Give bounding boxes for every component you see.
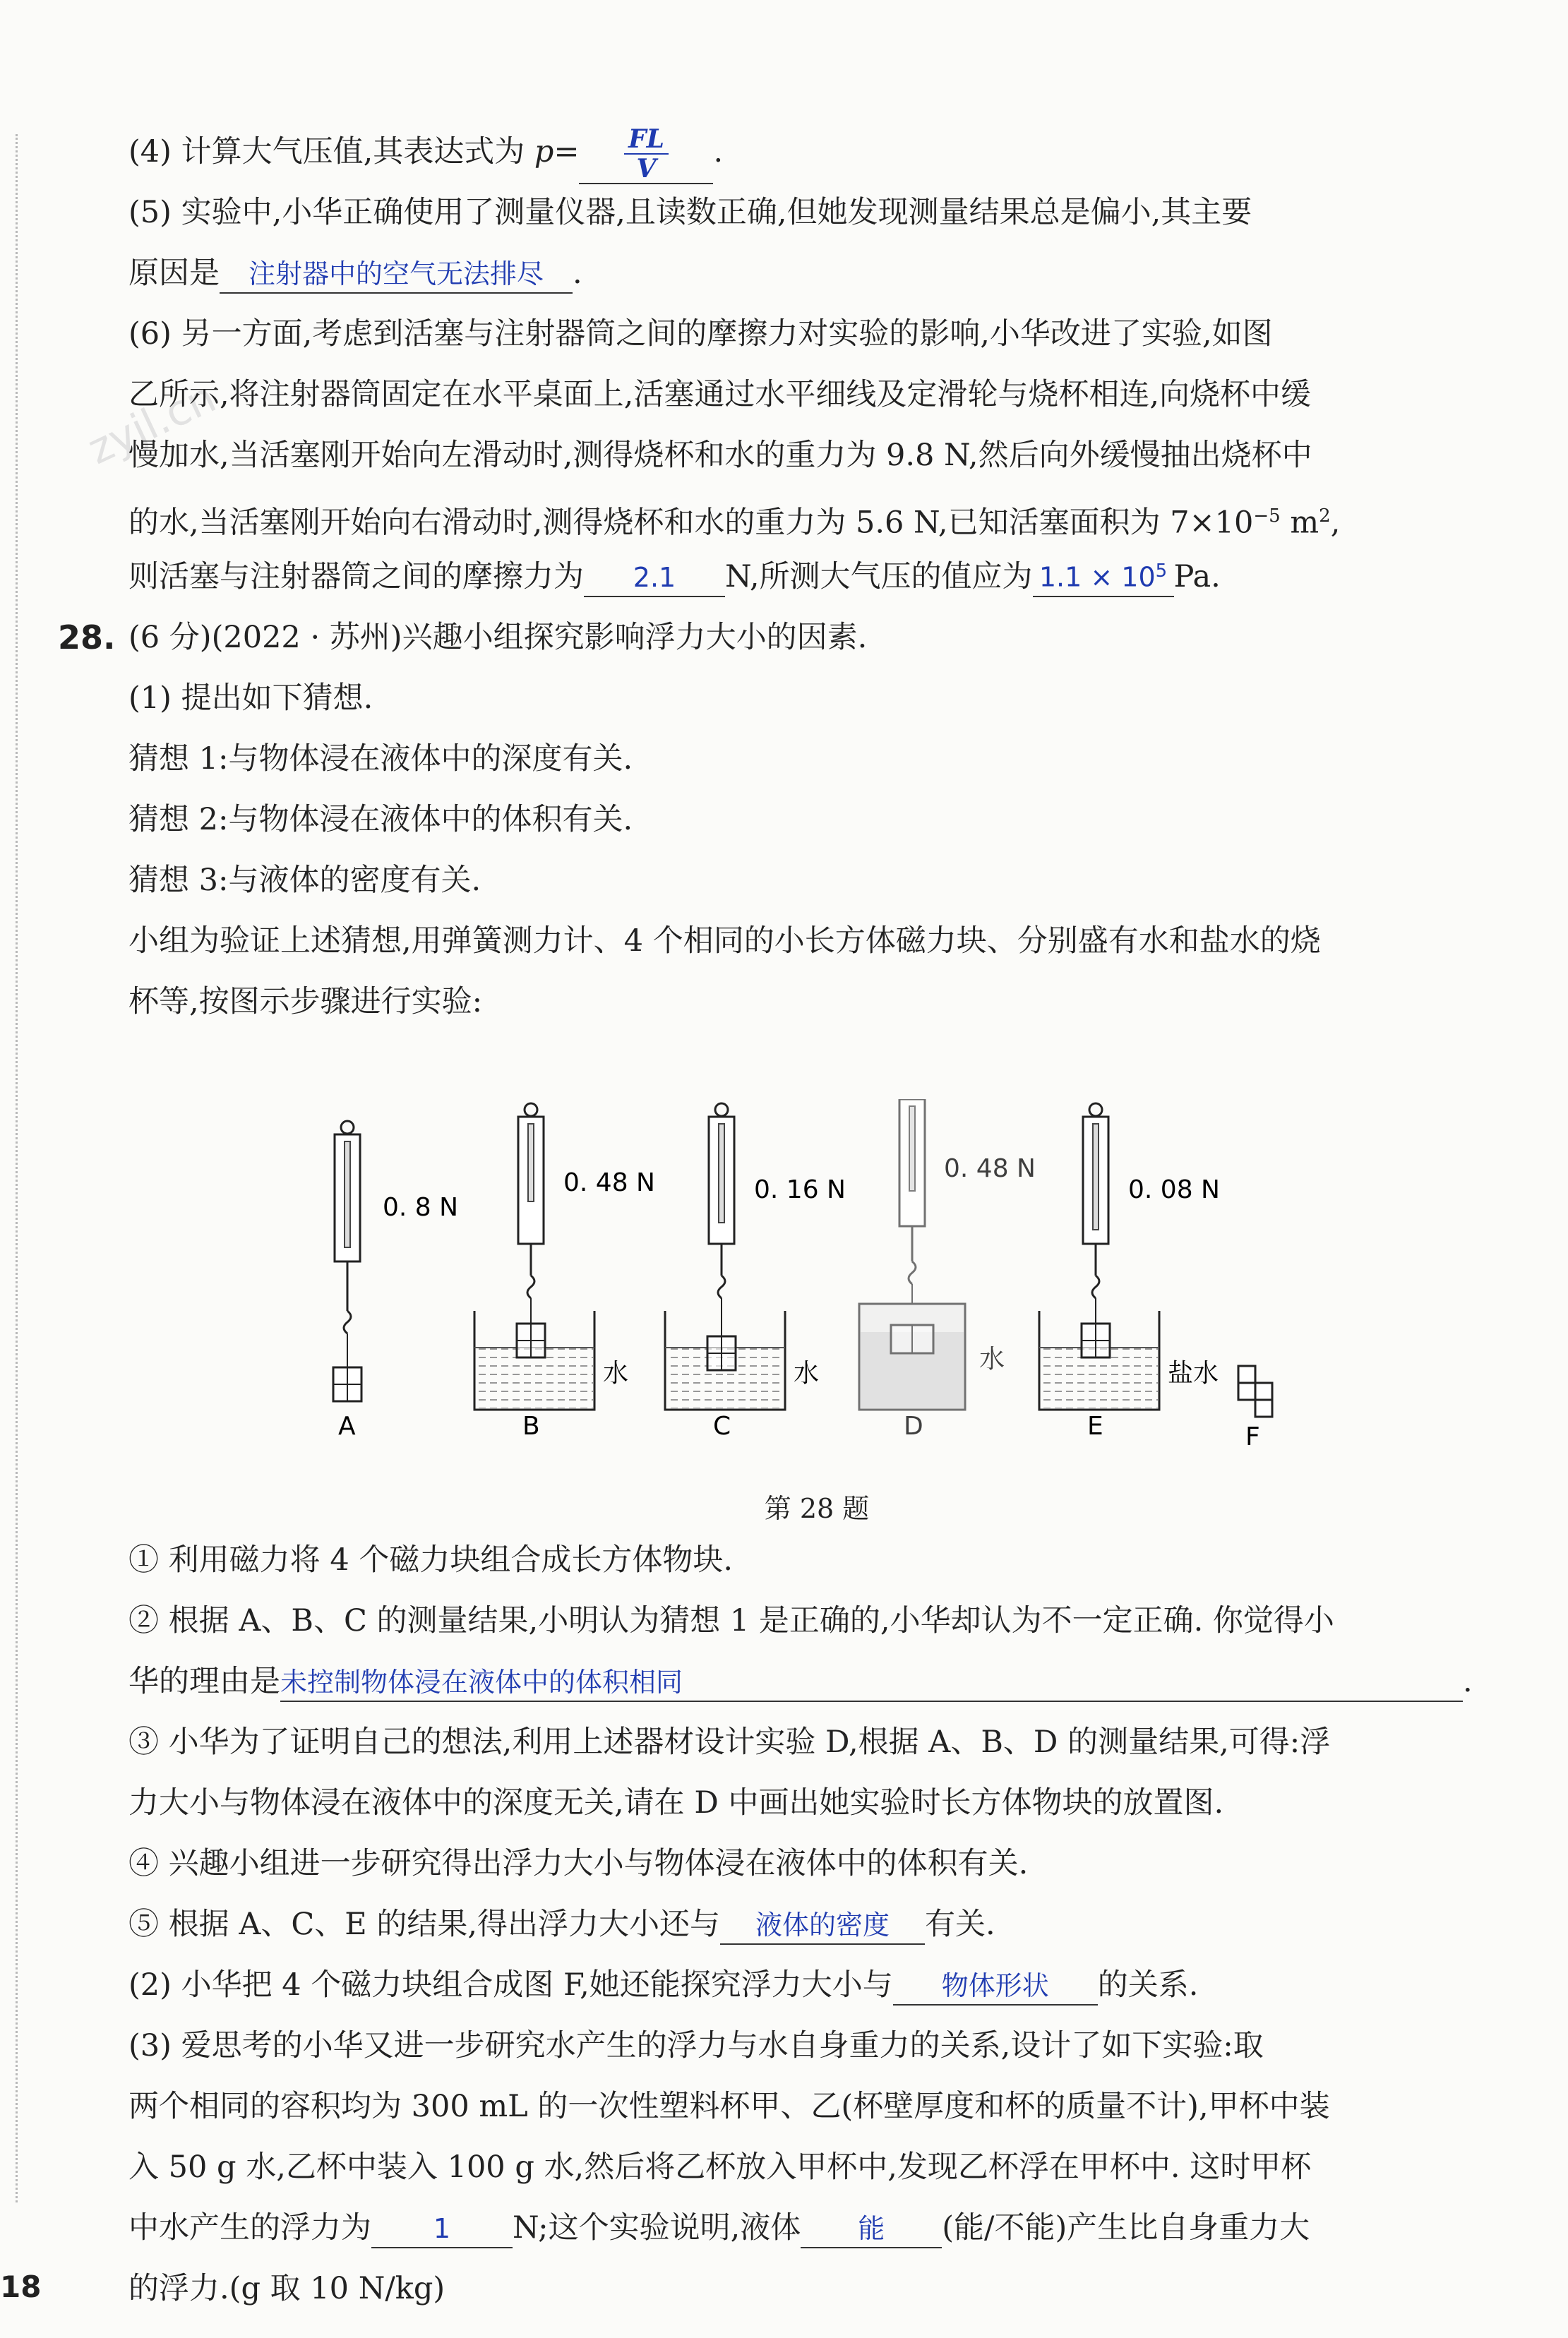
q28-s2-line1: ② 根据 A、B、C 的测量结果,小明认为猜想 1 是正确的,小华却认为不一定正确. 你觉得小 bbox=[128, 1603, 1334, 1638]
q28-steps bbox=[128, 1530, 1505, 2319]
pressure-answer bbox=[1033, 553, 1174, 597]
q28-s4: ④ 兴趣小组进一步研究得出浮力大小与物体浸在液体中的体积有关. bbox=[128, 1846, 1029, 1881]
q27-part6-line4-c: , bbox=[1330, 505, 1341, 541]
exponent-neg5: −5 bbox=[1253, 505, 1281, 527]
q27-part5-answer: 注射器中的空气无法排尽 bbox=[220, 256, 573, 294]
fraction-denominator: V bbox=[636, 154, 657, 184]
q28-s5-suffix: 有关. bbox=[925, 1907, 995, 1942]
watermark: zyjl.cn bbox=[80, 373, 224, 474]
q28-p2-suffix: 的关系. bbox=[1097, 1967, 1199, 2003]
q28-p3-line2: 两个相同的容积均为 300 mL 的一次性塑料杯甲、乙(杯壁厚度和杯的质量不计),甲杯中装 bbox=[128, 2089, 1330, 2124]
q27-part5-line1: (5) 实验中,小华正确使用了测量仪器,且读数正确,但她发现测量结果总是偏小,其主要 bbox=[128, 195, 1252, 230]
magnet-block bbox=[1238, 1366, 1255, 1383]
q28-header: (6 分)(2022 · 苏州)兴趣小组探究影响浮力大小的因素. bbox=[128, 620, 868, 655]
reading-b: 0. 48 N bbox=[563, 1168, 655, 1197]
q27-part5-suffix: . bbox=[573, 256, 582, 291]
q28-figure bbox=[128, 1099, 1505, 1494]
panel-b bbox=[474, 1103, 655, 1441]
q27-part6-line1: (6) 另一方面,考虑到活塞与注射器筒之间的摩擦力对实验的影响,小华改进了实验,如图 bbox=[128, 316, 1273, 352]
q27-part6-line5-a: 则活塞与注射器筒之间的摩擦力为 bbox=[128, 559, 584, 594]
q28-p2 bbox=[128, 1955, 1505, 2015]
panel-d bbox=[859, 1099, 1036, 1441]
reading-c: 0. 16 N bbox=[754, 1175, 846, 1204]
q28-guess3: 猜想 3:与液体的密度有关. bbox=[128, 863, 481, 898]
q28-header-line bbox=[58, 607, 1505, 668]
liquid-c: 水 bbox=[794, 1359, 820, 1388]
q27-part4-text: (4) 计算大气压值,其表达式为 bbox=[128, 134, 534, 169]
q28-p3-line1: (3) 爱思考的小华又进一步研究水产生的浮力与水自身重力的关系,设计了如下实验:取 bbox=[128, 2028, 1264, 2063]
q28-p3-mid: N;这个实验说明,液体 bbox=[513, 2210, 801, 2246]
q28-s2-prefix: 华的理由是 bbox=[128, 1664, 280, 1699]
q28-p3-suffix: (能/不能)产生比自身重力大 bbox=[942, 2210, 1310, 2246]
pressure-base: 1.1 × 10 bbox=[1039, 562, 1156, 593]
hook-ring-icon bbox=[525, 1103, 537, 1116]
q28-p1: (1) 提出如下猜想. bbox=[128, 681, 373, 716]
q28-p3-line3: 入 50 g 水,乙杯中装入 100 g 水,然后将乙杯放入甲杯中,发现乙杯浮在甲杯中. 这时甲杯 bbox=[128, 2150, 1312, 2185]
formula-blank bbox=[579, 125, 713, 184]
hook-ring-icon bbox=[341, 1121, 354, 1134]
panel-f bbox=[1238, 1366, 1272, 1451]
panel-e bbox=[1039, 1103, 1220, 1441]
q27-part6-line4-b: m bbox=[1280, 505, 1319, 541]
label-f: F bbox=[1245, 1422, 1260, 1451]
q27-part5-prefix: 原因是 bbox=[128, 256, 220, 291]
panel-a bbox=[333, 1121, 458, 1441]
q28-s2-suffix: . bbox=[1463, 1664, 1473, 1699]
q27-part6-line4 bbox=[128, 486, 1505, 546]
q28-p3-prefix: 中水产生的浮力为 bbox=[128, 2210, 371, 2246]
margin-dotted-rule bbox=[16, 134, 18, 2202]
q28-p3-answer2: 能 bbox=[801, 2210, 942, 2248]
q27-part4 bbox=[128, 121, 1505, 182]
q27-part6-line2: 乙所示,将注射器筒固定在水平桌面上,活塞通过水平细线及定滑轮与烧杯相连,向烧杯中缓 bbox=[128, 377, 1312, 412]
q28-s5-prefix: ⑤ 根据 A、C、E 的结果,得出浮力大小还与 bbox=[128, 1907, 721, 1942]
q27-part5-line2 bbox=[128, 243, 1505, 304]
formula-fraction bbox=[624, 125, 669, 183]
label-d: D bbox=[904, 1412, 923, 1441]
q28-p3-line5: 的浮力.(g 取 10 N/kg) bbox=[128, 2271, 445, 2306]
fraction-numerator: FL bbox=[624, 125, 669, 155]
reading-d: 0. 48 N bbox=[944, 1154, 1036, 1183]
page-number: 18 bbox=[0, 2270, 42, 2304]
q27-part6-line5-c: Pa. bbox=[1173, 559, 1221, 594]
q28-s3-line1: ③ 小华为了证明自己的想法,利用上述器材设计实验 D,根据 A、B、D 的测量结果,可得:浮 bbox=[128, 1725, 1331, 1760]
q27-part6-line5 bbox=[128, 546, 1505, 607]
q27-part4-suffix: . bbox=[713, 134, 724, 169]
pressure-exp: 5 bbox=[1155, 560, 1168, 582]
q27-part6-line3: 慢加水,当活塞刚开始向左滑动时,测得烧杯和水的重力为 9.8 N,然后向外缓慢抽出烧杯中 bbox=[128, 438, 1312, 473]
q28-s2-answer: 未控制物体浸在液体中的体积相同 bbox=[280, 1664, 1463, 1702]
q28-p2-prefix: (2) 小华把 4 个磁力块组合成图 F,她还能探究浮力大小与 bbox=[128, 1967, 893, 2003]
p-symbol: p bbox=[534, 134, 554, 169]
q28-p2-answer: 物体形状 bbox=[893, 1967, 1098, 2006]
q28-intro2: 杯等,按图示步骤进行实验: bbox=[128, 984, 483, 1019]
figure-caption: 第 28 题 bbox=[764, 1493, 870, 1524]
q28-s5 bbox=[128, 1894, 1505, 1955]
q28-s5-answer: 液体的密度 bbox=[720, 1907, 925, 1945]
label-a: A bbox=[338, 1412, 356, 1441]
q28-s3-line2: 力大小与物体浸在液体中的深度无关,请在 D 中画出她实验时长方体物块的放置图. bbox=[128, 1785, 1224, 1821]
liquid-b: 水 bbox=[603, 1359, 629, 1388]
q27-part6-line4-a: 的水,当活塞刚开始向右滑动时,测得烧杯和水的重力为 5.6 N,已知活塞面积为 7×10 bbox=[128, 505, 1254, 541]
friction-answer: 2.1 bbox=[584, 559, 725, 597]
q28-number: 28. bbox=[58, 618, 116, 657]
q28-intro1: 小组为验证上述猜想,用弹簧测力计、4 个相同的小长方体磁力块、分别盛有水和盐水的烧 bbox=[128, 923, 1321, 959]
q28-p3-line4 bbox=[128, 2198, 1505, 2258]
q28-s2-line2 bbox=[128, 1651, 1505, 1712]
q28-guess2: 猜想 2:与物体浸在液体中的体积有关. bbox=[128, 802, 633, 837]
reading-e: 0. 08 N bbox=[1128, 1175, 1220, 1204]
liquid-e: 盐水 bbox=[1168, 1359, 1219, 1388]
liquid-d: 水 bbox=[979, 1345, 1005, 1374]
panel-c bbox=[665, 1103, 846, 1441]
label-e: E bbox=[1087, 1412, 1103, 1441]
page-content bbox=[58, 121, 1505, 2306]
exponent-2: 2 bbox=[1319, 505, 1331, 527]
hook-ring-icon bbox=[1089, 1103, 1102, 1116]
q27-part6-line5-b: N,所测大气压的值应为 bbox=[725, 559, 1033, 594]
q28-s1: ① 利用磁力将 4 个磁力块组合成长方体物块. bbox=[128, 1542, 734, 1578]
equals-sign: = bbox=[553, 134, 580, 169]
reading-a: 0. 8 N bbox=[383, 1193, 459, 1222]
label-b: B bbox=[522, 1412, 540, 1441]
hook-ring-icon bbox=[715, 1103, 728, 1116]
q28-guess1: 猜想 1:与物体浸在液体中的深度有关. bbox=[128, 741, 633, 777]
label-c: C bbox=[713, 1412, 731, 1441]
q28-p3-answer1: 1 bbox=[371, 2210, 513, 2248]
